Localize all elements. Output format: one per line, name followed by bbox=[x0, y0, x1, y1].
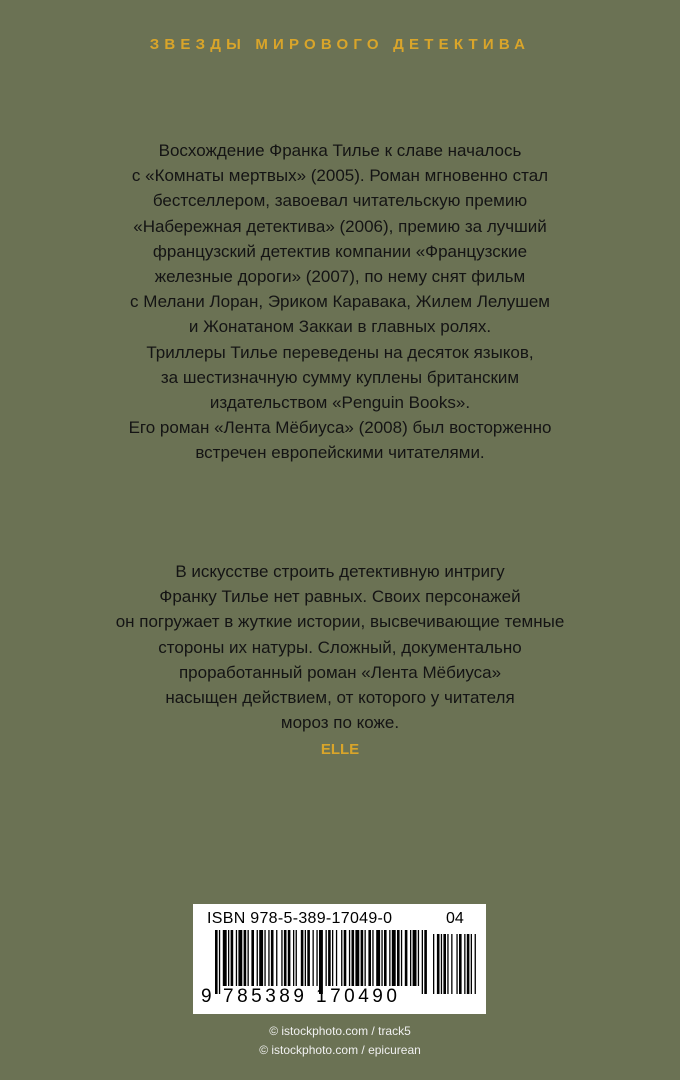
bio-line: издательством «Penguin Books». bbox=[209, 393, 471, 413]
review-line: насыщен действием, от которого у читателя bbox=[165, 688, 515, 708]
barcode-right-group: 170490 bbox=[316, 986, 401, 1007]
isbn-label: ISBN 978-5-389-17049-0 bbox=[207, 910, 393, 927]
review-quote bbox=[40, 559, 640, 735]
bio-line: Восхождение Франка Тилье к славе началось bbox=[158, 141, 522, 160]
bio-line: французский детектив компании «Французские bbox=[152, 241, 528, 261]
bio-line: Его роман «Лента Мёбиуса» (2008) был восторженно bbox=[128, 418, 552, 438]
barcode-first-digit: 9 bbox=[201, 986, 212, 1007]
review-line: В искусстве строить детективную интригу bbox=[175, 562, 505, 581]
review-line: мороз по коже. bbox=[280, 713, 400, 733]
bio-line: железные дороги» (2007), по нему снят фильм bbox=[154, 267, 526, 287]
review-line: стороны их натуры. Сложный, документально bbox=[158, 637, 522, 657]
review-line: он погружает в жуткие истории, высвечивающие темные bbox=[115, 612, 565, 632]
bio-line: с «Комнаты мертвых» (2005). Роман мгновенно стал bbox=[131, 166, 549, 186]
bio-line: за шестизначную сумму куплены британским bbox=[160, 367, 520, 387]
bio-line: и Жонатаном Заккаи в главных ролях. bbox=[188, 317, 492, 337]
isbn-barcode bbox=[193, 904, 486, 1014]
bio-line: встречен европейскими читателями. bbox=[195, 443, 485, 463]
bio-line: Триллеры Тилье переведены на десяток языков, bbox=[146, 342, 534, 362]
bio-line: «Набережная детектива» (2006), премию за лучший bbox=[133, 216, 547, 236]
review-source: ELLE bbox=[320, 741, 360, 758]
review-line: Франку Тилье нет равных. Своих персонажей bbox=[159, 587, 521, 607]
bio-line: с Мелани Лоран, Эриком Каравака, Жилем Лелушем bbox=[130, 292, 550, 312]
isbn-addon: 04 bbox=[446, 910, 464, 927]
series-title: ЗВЕЗДЫ МИРОВОГО ДЕТЕКТИВА bbox=[149, 36, 531, 53]
review-line: проработанный роман «Лента Мёбиуса» bbox=[178, 662, 502, 682]
barcode-left-group: 785389 bbox=[223, 986, 308, 1007]
credit-line: © istockphoto.com / epicurean bbox=[259, 1043, 421, 1057]
author-bio bbox=[40, 138, 640, 466]
bio-line: бестселлером, завоевал читательскую премию bbox=[152, 191, 528, 211]
credit-line: © istockphoto.com / track5 bbox=[269, 1024, 411, 1038]
photo-credits bbox=[0, 1022, 680, 1060]
